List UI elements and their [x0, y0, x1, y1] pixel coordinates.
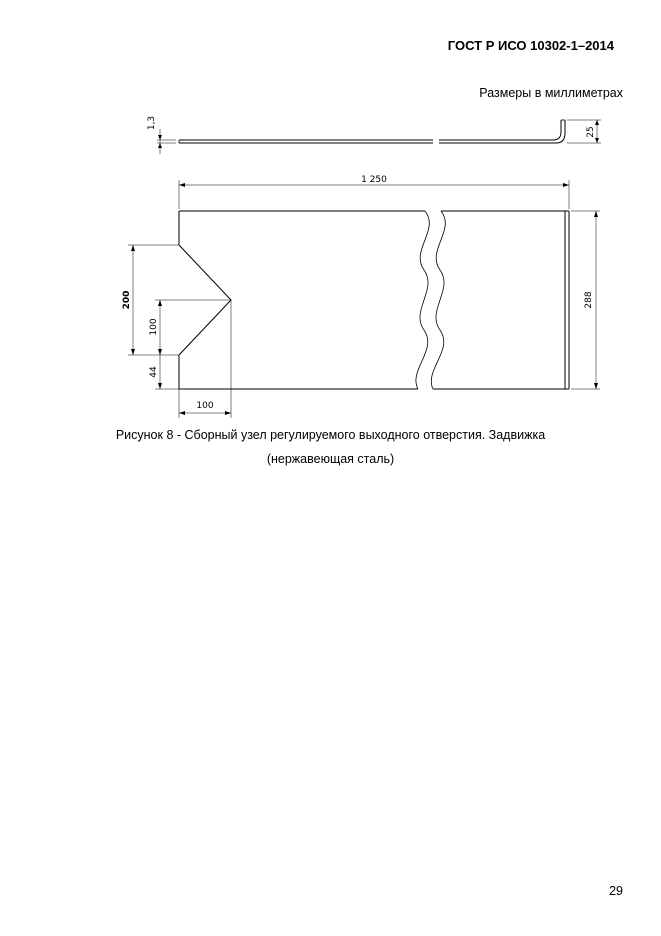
dim-notch-total: 200 [122, 290, 132, 310]
side-view [179, 120, 565, 143]
plate-outline [179, 211, 569, 389]
page-number: 29 [609, 884, 623, 898]
dim-bend-height: 25 [586, 126, 596, 138]
dim-length: 1 250 [361, 175, 387, 185]
figure-caption-material: (нержавеющая сталь) [266, 452, 395, 466]
dim-height: 288 [584, 291, 594, 309]
figure-caption: Рисунок 8 - Сборный узел регулируемого выходного отверстия. Задвижка [115, 428, 546, 442]
dim-thickness: 1,3 [147, 115, 157, 131]
units-note: Размеры в миллиметрах [479, 86, 623, 100]
dim-notch-half: 100 [149, 318, 159, 336]
dim-notch-depth: 100 [196, 401, 214, 411]
dim-bottom-offset: 44 [149, 366, 159, 378]
standard-header: ГОСТ Р ИСО 10302-1–2014 [447, 38, 614, 53]
